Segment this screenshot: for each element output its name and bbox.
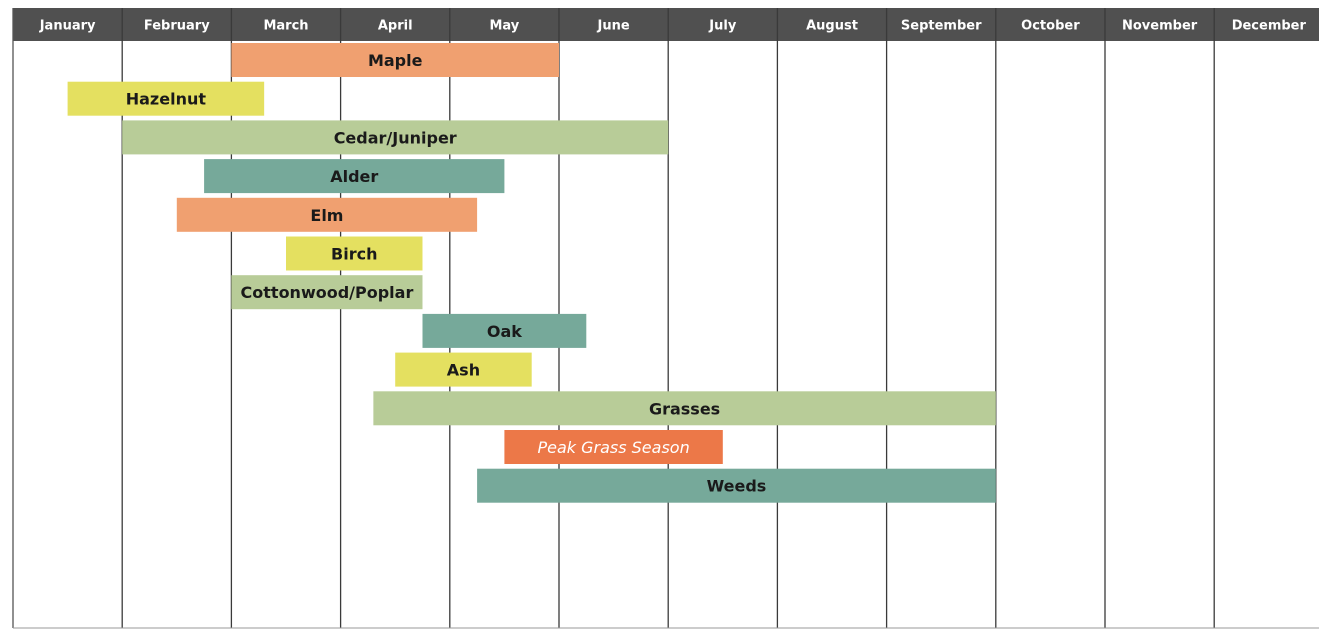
pollen-bar-label: Weeds bbox=[706, 476, 767, 496]
pollen-bar-label: Peak Grass Season bbox=[537, 438, 690, 457]
pollen-bar-label: Alder bbox=[330, 167, 379, 187]
pollen-bar-label: Cedar/Juniper bbox=[333, 128, 457, 148]
month-label: November bbox=[1122, 18, 1198, 34]
month-label: December bbox=[1231, 18, 1306, 34]
month-label: September bbox=[900, 18, 982, 34]
pollen-bar-label: Elm bbox=[310, 205, 344, 225]
pollen-bar-label: Oak bbox=[486, 321, 522, 341]
pollen-bar-label: Ash bbox=[446, 360, 481, 380]
month-label: May bbox=[489, 18, 520, 34]
month-label: June bbox=[597, 18, 630, 34]
month-label: July bbox=[709, 18, 737, 34]
pollen-bar-label: Hazelnut bbox=[125, 89, 207, 109]
pollen-bar-label: Grasses bbox=[648, 399, 721, 419]
pollen-bar-label: Birch bbox=[331, 244, 378, 264]
pollen-bar-label: Cottonwood/Poplar bbox=[240, 283, 414, 303]
month-label: January bbox=[39, 18, 96, 34]
month-label: October bbox=[1021, 18, 1080, 34]
month-label: February bbox=[143, 18, 210, 34]
month-label: April bbox=[377, 18, 413, 34]
pollen-bar-label: Maple bbox=[367, 51, 423, 70]
month-label: March bbox=[263, 18, 309, 34]
month-label: August bbox=[806, 18, 858, 34]
